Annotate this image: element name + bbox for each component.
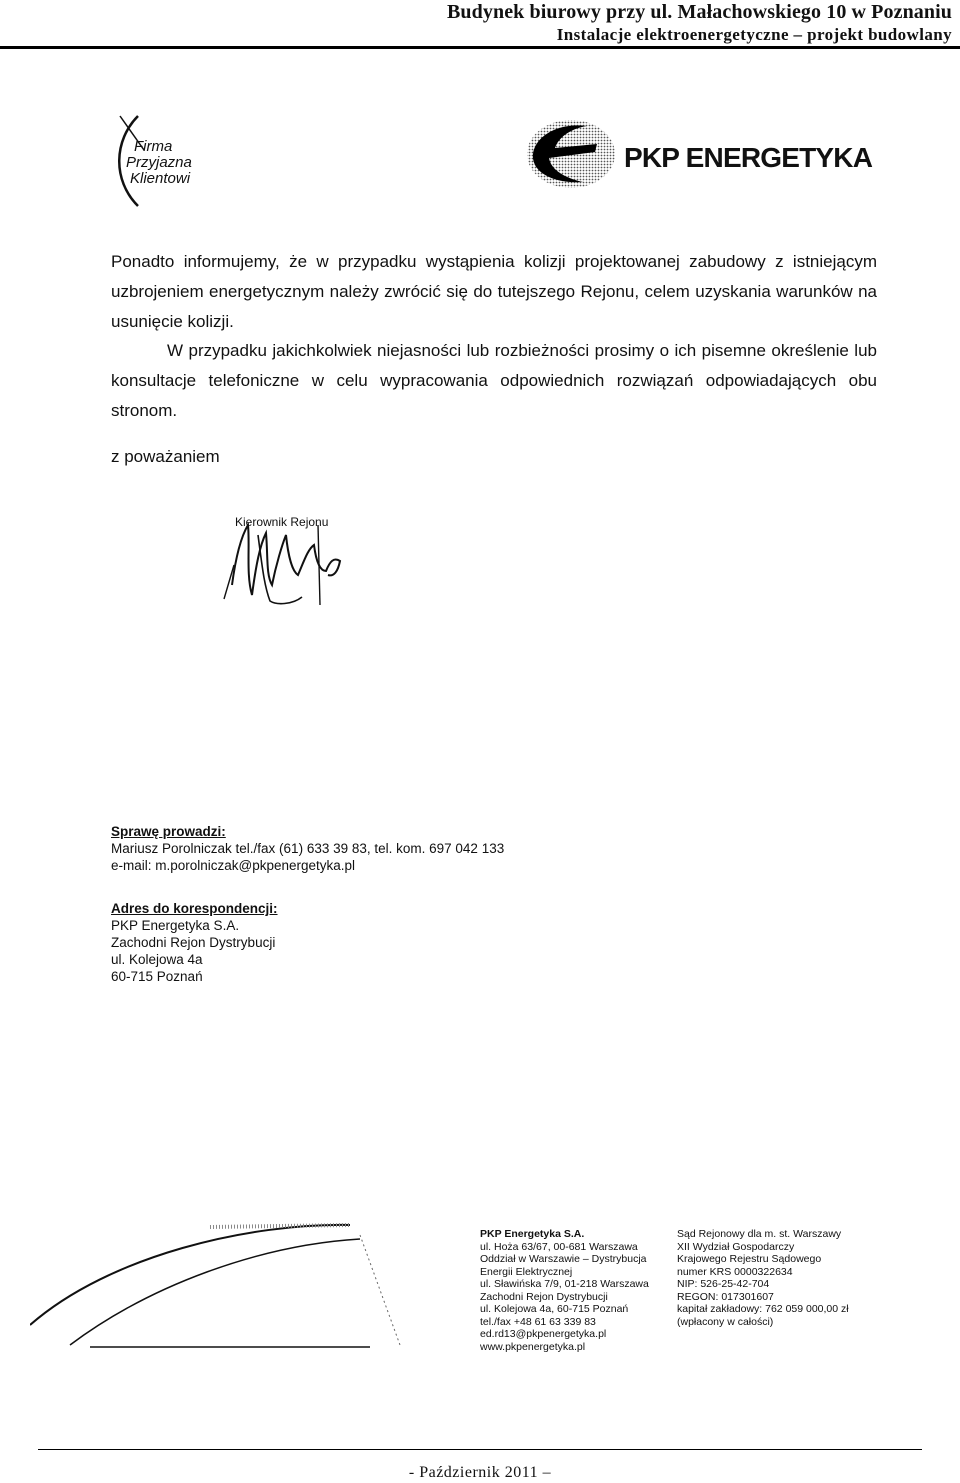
- body-paragraph-1: [111, 247, 877, 337]
- footer-line: Sąd Rejonowy dla m. st. Warszawy: [677, 1228, 842, 1240]
- footer-line: Oddział w Warszawie – Dystrybucja: [480, 1253, 647, 1265]
- footer-line: Energii Elektrycznej: [480, 1265, 573, 1278]
- closing-salutation: z poważaniem: [111, 447, 220, 466]
- logo-line-klientowi: Klientowi: [130, 170, 191, 187]
- address-block: [111, 900, 278, 985]
- firma-przyjazna-logo: [108, 110, 218, 210]
- header-title: Budynek biurowy przy ul. Małachowskiego 10 w Poznaniu: [446, 1, 952, 23]
- footer-line: REGON: 017301607: [677, 1290, 774, 1303]
- footer-company-info: [480, 1228, 649, 1353]
- header-rule: [0, 46, 960, 49]
- address-line: Zachodni Rejon Dystrybucji: [111, 935, 276, 950]
- footer-line: numer KRS 0000322634: [677, 1265, 793, 1278]
- paragraph-text: Ponadto informujemy, że w przypadku wystąpienia kolizji projektowanej zabudowy z istniejącym uzbrojeniem energetycznym należy zwrócić się do tutejszego Rejonu, celem uzyskania warunków na usunięcie kolizji.: [111, 252, 877, 331]
- pkp-energetyka-emblem-icon: [525, 118, 617, 190]
- footer-registry-info: [677, 1228, 849, 1328]
- footer-line: ul. Hoża 63/67, 00-681 Warszawa: [480, 1240, 638, 1253]
- footer-line: Zachodni Rejon Dystrybucji: [480, 1290, 608, 1303]
- footer-line: Krajowego Rejestru Sądowego: [677, 1253, 822, 1265]
- address-line: 60-715 Poznań: [111, 969, 203, 984]
- footer-rule: [38, 1449, 922, 1450]
- body-paragraph-2: [111, 336, 877, 426]
- page-footer-date: - Październik 2011 –: [408, 1464, 552, 1481]
- footer-line: NIP: 526-25-42-704: [677, 1278, 770, 1290]
- contact-phone: Mariusz Porolniczak tel./fax (61) 633 39 83, tel. kom. 697 042 133: [111, 841, 505, 856]
- header-subtitle: Instalacje elektroenergetyczne – projekt budowlany: [556, 25, 952, 44]
- contact-heading: Sprawę prowadzi:: [111, 824, 226, 839]
- footer-line: ul. Kolejowa 4a, 60-715 Poznań: [480, 1303, 629, 1315]
- footer-line: tel./fax +48 61 63 339 83: [480, 1315, 596, 1328]
- pkp-energetyka-brand: PKP ENERGETYKA: [624, 142, 873, 173]
- footer-line: PKP Energetyka S.A.: [480, 1228, 585, 1240]
- logo-line-firma: Firma: [134, 138, 173, 155]
- footer-swoosh-graphic: [30, 1215, 410, 1355]
- handwritten-signature: [222, 505, 352, 615]
- signature-stamp-label: Kierownik Rejonu: [235, 515, 329, 529]
- footer-line: www.pkpenergetyka.pl: [480, 1340, 586, 1353]
- footer-line: kapitał zakładowy: 762 059 000,00 zł: [677, 1303, 849, 1315]
- logo-line-przyjazna: Przyjazna: [126, 154, 192, 171]
- footer-line: ed.rd13@pkpenergetyka.pl: [480, 1328, 607, 1340]
- footer-line: (wpłacony w całości): [677, 1315, 774, 1328]
- contact-block: [111, 823, 504, 874]
- address-line: PKP Energetyka S.A.: [111, 918, 240, 933]
- address-heading: Adres do korespondencji:: [111, 901, 278, 916]
- document-header: [447, 0, 952, 46]
- paragraph-text: W przypadku jakichkolwiek niejasności lub rozbieżności prosimy o ich pisemne określenie lub konsultacje telefoniczne w celu wypracowania odpowiednich rozwiązań odpowiadających obu stronom.: [111, 341, 877, 420]
- footer-line: XII Wydział Gospodarczy: [677, 1240, 795, 1253]
- footer-line: ul. Sławińska 7/9, 01-218 Warszawa: [480, 1278, 649, 1290]
- contact-email: e-mail: m.porolniczak@pkpenergetyka.pl: [111, 858, 356, 873]
- address-line: ul. Kolejowa 4a: [111, 952, 203, 967]
